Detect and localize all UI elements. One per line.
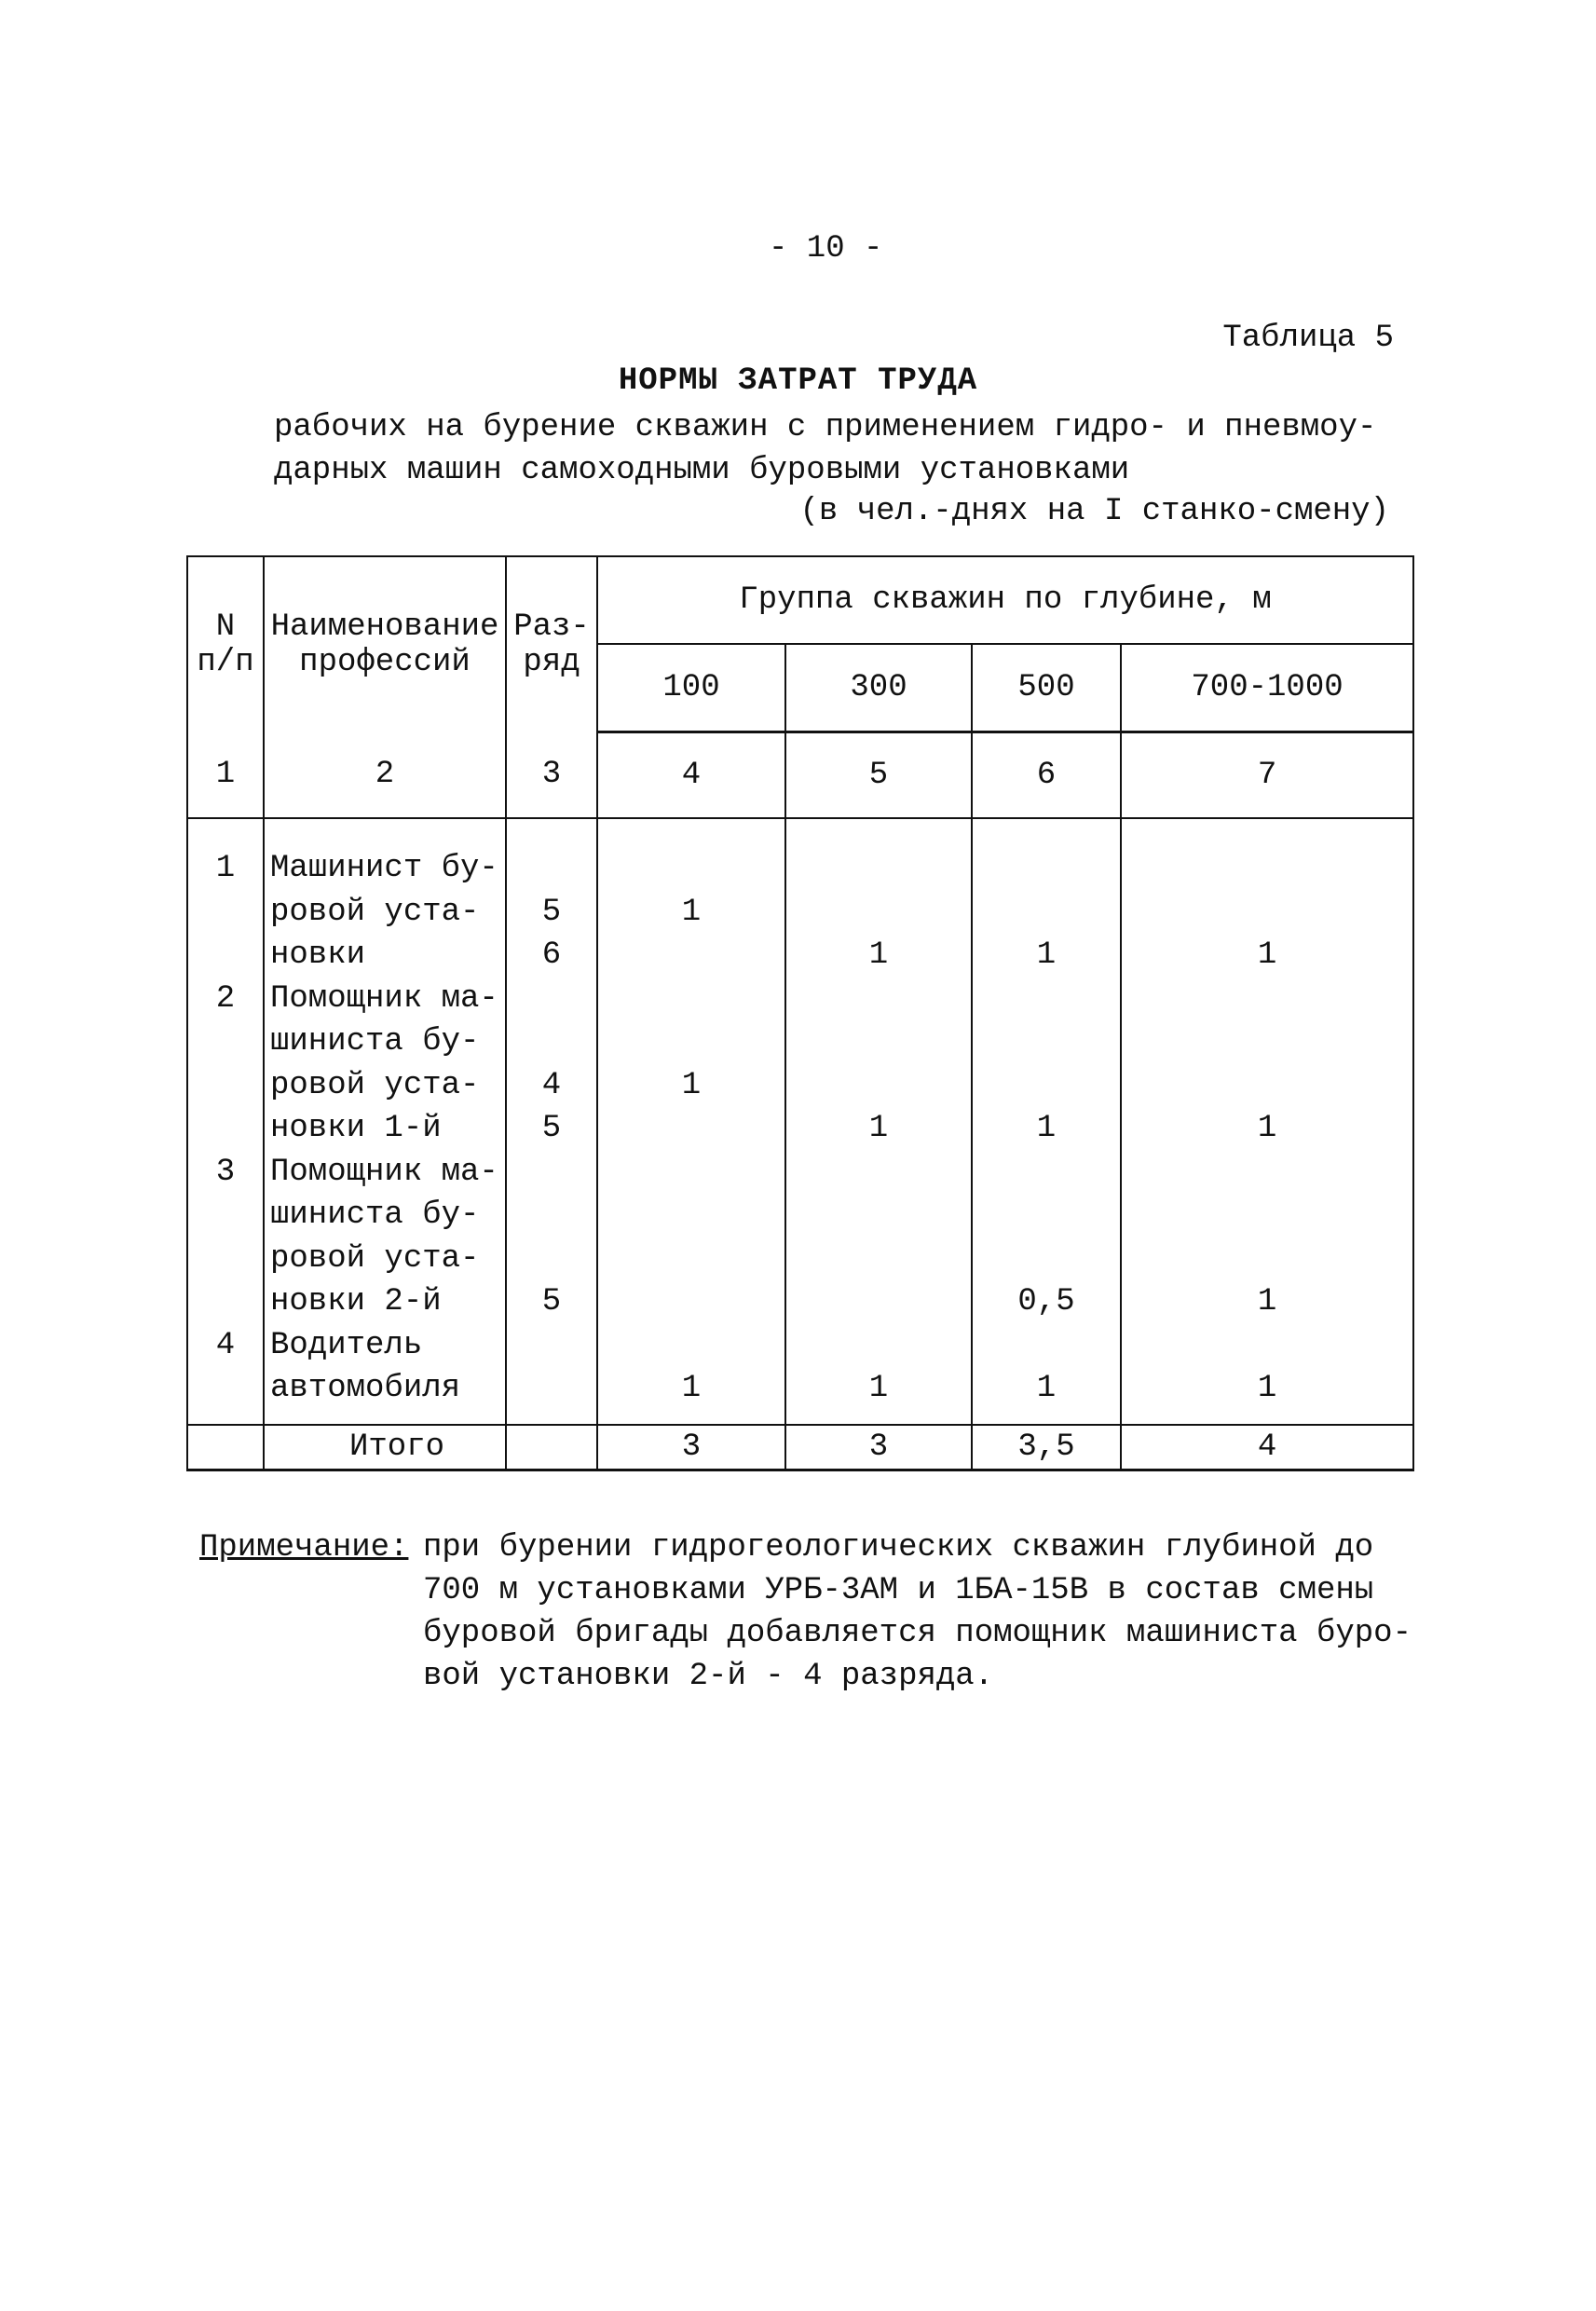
value-500-line (978, 1064, 1114, 1108)
grade-cell-line (512, 1238, 591, 1281)
note-label: Примечание: (199, 1530, 409, 1566)
value-500-line (978, 1238, 1114, 1281)
header-grade (506, 556, 597, 732)
value-100-line (604, 1020, 779, 1064)
value-500 (972, 818, 1121, 978)
column-number: 6 (972, 732, 1121, 819)
profession-name-line: Помощник ма- (270, 980, 498, 1017)
row-number (187, 978, 264, 1151)
value-300-line (792, 1324, 965, 1368)
value-700-1000 (1121, 978, 1413, 1151)
profession-name-line: шиниста бу- (270, 1024, 480, 1060)
value-700-1000-line: 1 (1257, 1371, 1277, 1406)
total-num-cell (187, 1425, 264, 1470)
header-depth-500: 500 (972, 644, 1121, 732)
value-500-line: 1 (1036, 1111, 1057, 1146)
value-100-line (604, 978, 779, 1021)
column-number-row (187, 732, 1413, 819)
note-line: при бурении гидрогеологических скважин глубиной до (423, 1530, 1374, 1566)
total-500: 3,5 (972, 1425, 1121, 1470)
table-row (187, 978, 1413, 1151)
value-500-line (978, 891, 1114, 935)
value-700-1000-line (1127, 847, 1407, 891)
table-title: НОРМЫ ЗАТРАТ ТРУДА (618, 363, 978, 399)
grade-cell-line (512, 1020, 591, 1064)
profession-name-line: ровой уста- (270, 1240, 480, 1277)
value-300-line (792, 1064, 965, 1108)
header-num-line: п/п (197, 644, 254, 680)
header-profession-line: профессий (299, 644, 471, 680)
grade-cell-line: 4 (541, 1067, 562, 1103)
value-500-line (978, 847, 1114, 891)
value-100-line (604, 1280, 779, 1324)
labor-norms-table (186, 555, 1414, 1471)
value-700-1000-line (1127, 978, 1407, 1021)
table-row (187, 1151, 1413, 1324)
value-100-line (604, 1194, 779, 1238)
header-profession-line: Наименование (270, 609, 499, 645)
grade-cell-line (512, 847, 591, 891)
note-line: вой установки 2-й - 4 разряда. (423, 1659, 994, 1694)
value-300-line (792, 978, 965, 1021)
header-depth-300: 300 (785, 644, 972, 732)
grade-cell-line: 5 (541, 894, 562, 930)
header-depth-700-1000: 700-1000 (1121, 644, 1413, 732)
value-100 (597, 1151, 785, 1324)
value-500 (972, 978, 1121, 1151)
value-300-line (792, 1194, 965, 1238)
header-num (187, 556, 264, 732)
table-body (187, 818, 1413, 1425)
value-300-line (792, 891, 965, 935)
total-100: 3 (597, 1425, 785, 1470)
value-500-line (978, 1324, 1114, 1368)
value-100-line (604, 1238, 779, 1281)
row-number (187, 1324, 264, 1425)
total-300: 3 (785, 1425, 972, 1470)
total-row (187, 1425, 1413, 1470)
value-100-line: 1 (681, 1371, 702, 1406)
value-300-line (792, 847, 965, 891)
profession-name-line: Помощник ма- (270, 1154, 498, 1190)
page-number: - 10 - (769, 231, 883, 267)
value-100-line: 1 (681, 894, 702, 930)
value-300-line: 1 (868, 937, 889, 973)
grade-cell-line: 5 (541, 1284, 562, 1320)
grade-cell-line (512, 1194, 591, 1238)
value-700-1000-line: 1 (1257, 937, 1277, 973)
total-grade-cell (506, 1425, 597, 1470)
table-label: Таблица 5 (1222, 321, 1394, 356)
value-700-1000-line (1127, 1151, 1407, 1195)
grade-cell (506, 1151, 597, 1324)
total-label: Итого (264, 1425, 506, 1470)
value-700-1000-line (1127, 1020, 1407, 1064)
profession-name-line: Машинист бу- (270, 851, 498, 886)
note-line: 700 м установками УРБ-3АМ и 1БА-15В в состав смены (423, 1573, 1374, 1608)
value-700-1000-line: 1 (1257, 1284, 1277, 1320)
header-profession (264, 556, 506, 732)
value-500-line (978, 1151, 1114, 1195)
value-500 (972, 1151, 1121, 1324)
row-number-value: 2 (215, 980, 236, 1017)
value-700-1000-line (1127, 1324, 1407, 1368)
row-number (187, 818, 264, 978)
value-700-1000 (1121, 1151, 1413, 1324)
subtitle-line: рабочих на бурение скважин с применением гидро- и пневмоу- (274, 410, 1377, 445)
value-100 (597, 818, 785, 978)
column-number: 1 (187, 732, 264, 819)
grade-cell-line: 6 (541, 937, 562, 973)
value-300 (785, 978, 972, 1151)
value-500-line (978, 1020, 1114, 1064)
note-line: буровой бригады добавляется помощник машиниста буро- (423, 1616, 1412, 1651)
value-300-line (792, 1020, 965, 1064)
row-number (187, 1151, 264, 1324)
value-500-line: 1 (1036, 937, 1057, 973)
profession-name (264, 818, 506, 978)
value-100 (597, 1324, 785, 1425)
value-700-1000-line (1127, 1194, 1407, 1238)
grade-cell (506, 818, 597, 978)
value-300-line (792, 1238, 965, 1281)
value-500-line: 1 (1036, 1371, 1057, 1406)
value-500-line (978, 978, 1114, 1021)
row-number-value: 4 (215, 1327, 236, 1363)
column-number: 2 (264, 732, 506, 819)
value-100-line (604, 847, 779, 891)
value-100-line: 1 (681, 1067, 702, 1103)
value-300 (785, 818, 972, 978)
grade-cell-line (512, 1151, 591, 1195)
units-note: (в чел.-днях на I станко-смену) (799, 494, 1389, 529)
grade-cell (506, 1324, 597, 1425)
value-700-1000-line (1127, 1064, 1407, 1108)
value-700-1000-line: 1 (1257, 1111, 1277, 1146)
subtitle-line: дарных машин самоходными буровыми установками (274, 453, 1130, 488)
column-number: 4 (597, 732, 785, 819)
row-number-value: 3 (215, 1154, 236, 1190)
header-depth-group: Группа скважин по глубине, м (597, 556, 1413, 644)
value-300-line: 1 (868, 1371, 889, 1406)
value-700-1000 (1121, 818, 1413, 978)
value-500-line: 0,5 (1017, 1284, 1075, 1320)
profession-name-line: шиниста бу- (270, 1197, 480, 1233)
grade-cell-line (512, 978, 591, 1021)
value-300-line (792, 1280, 965, 1324)
value-500 (972, 1324, 1121, 1425)
value-500-line (978, 1194, 1114, 1238)
grade-cell-line (512, 1367, 591, 1411)
grade-cell-line (512, 1324, 591, 1368)
profession-name-line: ровой уста- (270, 894, 480, 930)
value-300-line: 1 (868, 1111, 889, 1146)
value-100-line (604, 1151, 779, 1195)
value-100-line (604, 1324, 779, 1368)
profession-name (264, 1151, 506, 1324)
table-row (187, 1324, 1413, 1425)
column-number: 7 (1121, 732, 1413, 819)
header-depth-100: 100 (597, 644, 785, 732)
profession-name-line: автомобиля (270, 1371, 461, 1406)
table-row (187, 818, 1413, 978)
profession-name-line: ровой уста- (270, 1067, 480, 1103)
total-700-1000: 4 (1121, 1425, 1413, 1470)
value-700-1000 (1121, 1324, 1413, 1425)
column-number: 3 (506, 732, 597, 819)
profession-name-line: Водитель (270, 1327, 423, 1363)
header-grade-line: Раз- (513, 609, 590, 645)
profession-name-line: новки (270, 937, 366, 973)
value-700-1000-line (1127, 1238, 1407, 1281)
profession-name (264, 978, 506, 1151)
value-100-line (604, 1107, 779, 1151)
value-100 (597, 978, 785, 1151)
value-300 (785, 1151, 972, 1324)
header-grade-line: ряд (523, 644, 580, 680)
column-number: 5 (785, 732, 972, 819)
profession-name-line: новки 2-й (270, 1284, 442, 1320)
value-300-line (792, 1151, 965, 1195)
header-num-line: N (215, 609, 236, 645)
value-300 (785, 1324, 972, 1425)
grade-cell (506, 978, 597, 1151)
profession-name-line: новки 1-й (270, 1111, 442, 1146)
value-100-line (604, 934, 779, 978)
row-number-value: 1 (215, 851, 236, 886)
profession-name (264, 1324, 506, 1425)
value-700-1000-line (1127, 891, 1407, 935)
grade-cell-line: 5 (541, 1111, 562, 1146)
